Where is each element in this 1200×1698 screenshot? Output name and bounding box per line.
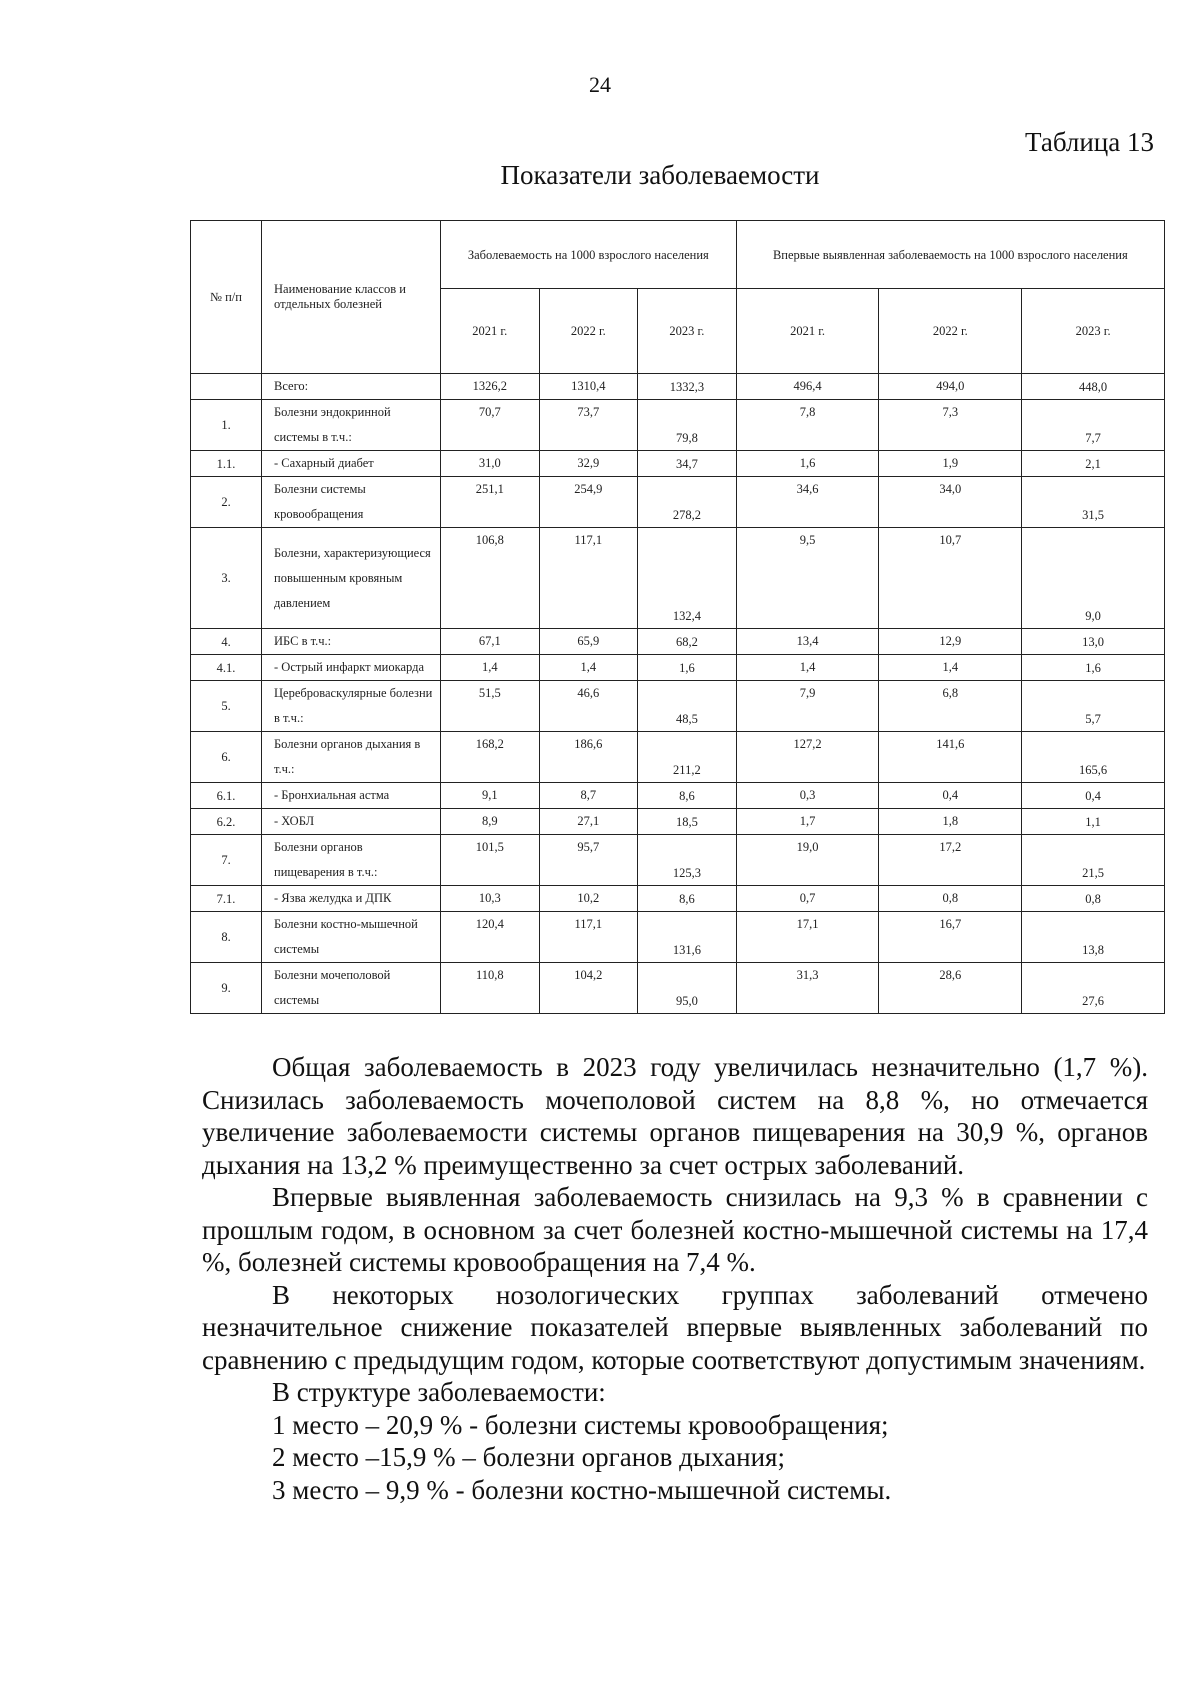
morbidity-table [190,220,1165,1014]
row-value: 65,9 [539,629,638,655]
table-row [191,477,1165,528]
row-value: 117,1 [539,912,638,963]
row-value: 127,2 [736,732,879,783]
row-number: 4. [191,629,262,655]
header-year: 2021 г. [441,289,540,374]
row-value: 1310,4 [539,374,638,400]
paragraph: В некоторых нозологических группах заболеваний отмечено незначительное снижение показателей впервые выявленных заболеваний по сравнению с предыдущим годом, которые соответствуют допустимым значениям. [202,1279,1148,1375]
table-row [191,835,1165,886]
header-year: 2021 г. [736,289,879,374]
row-value: 9,0 [1022,528,1165,629]
structure-item: 2 место –15,9 % – болезни органов дыхания; [272,1442,785,1472]
table-row [191,886,1165,912]
row-name: - Язва желудка и ДПК [262,886,441,912]
row-value: 0,8 [1022,886,1165,912]
row-value: 1,9 [879,451,1022,477]
row-value: 110,8 [441,963,540,1014]
structure-item: 3 место – 9,9 % - болезни костно-мышечной системы. [272,1474,892,1505]
row-value: 48,5 [638,681,737,732]
row-value: 0,8 [879,886,1022,912]
row-value: 17,2 [879,835,1022,886]
row-value: 7,7 [1022,400,1165,451]
row-value: 73,7 [539,400,638,451]
row-value: 95,0 [638,963,737,1014]
page-number: 24 [589,72,611,97]
table-row [191,528,1165,629]
row-value: 28,6 [879,963,1022,1014]
row-value: 17,1 [736,912,879,963]
header-name: Наименование классов и отдельных болезней [262,221,441,374]
table-row [191,374,1165,400]
row-value: 21,5 [1022,835,1165,886]
row-value: 125,3 [638,835,737,886]
row-value: 68,2 [638,629,737,655]
row-value: 1,8 [879,809,1022,835]
row-value: 46,6 [539,681,638,732]
row-value: 0,4 [879,783,1022,809]
row-number: 6. [191,732,262,783]
row-value: 1326,2 [441,374,540,400]
row-value: 34,7 [638,451,737,477]
row-value: 186,6 [539,732,638,783]
row-value: 95,7 [539,835,638,886]
row-value: 1,4 [879,655,1022,681]
row-value: 12,9 [879,629,1022,655]
row-value: 9,5 [736,528,879,629]
row-value: 168,2 [441,732,540,783]
row-value: 1,6 [638,655,737,681]
row-value: 0,4 [1022,783,1165,809]
row-value: 18,5 [638,809,737,835]
row-name: Болезни органов дыхания в т.ч.: [262,732,441,783]
row-value: 101,5 [441,835,540,886]
row-value: 13,4 [736,629,879,655]
row-name: - Острый инфаркт миокарда [262,655,441,681]
row-number [191,374,262,400]
row-name: - Бронхиальная астма [262,783,441,809]
row-number: 6.1. [191,783,262,809]
row-name: - ХОБЛ [262,809,441,835]
paragraph: Общая заболеваемость в 2023 году увеличилась незначительно (1,7 %). Снизилась заболеваемость мочеполовой систем на 8,8 %, но отмечается увеличение заболеваемости системы органов пищеварения на 30,9 %, органов дыхания на 13,2 % преимущественно за счет острых заболеваний. [202,1052,1148,1180]
table-row [191,963,1165,1014]
row-value: 0,3 [736,783,879,809]
row-value: 211,2 [638,732,737,783]
structure-item: 1 место – 20,9 % - болезни системы кровообращения; [272,1409,889,1440]
structure-intro: В структуре заболеваемости: [272,1377,606,1407]
table-title-text: Показатели заболеваемости [500,160,820,190]
row-value: 165,6 [1022,732,1165,783]
row-value: 16,7 [879,912,1022,963]
row-value: 8,9 [441,809,540,835]
row-value: 1,4 [736,655,879,681]
header-year: 2023 г. [638,289,737,374]
paragraph: Впервые выявленная заболеваемость снизилась на 9,3 % в сравнении с прошлым годом, в основном за счет болезней костно-мышечной системы на 17,4 %, болезней системы кровообращения на 7,4 %. [202,1182,1148,1277]
row-value: 141,6 [879,732,1022,783]
row-value: 31,5 [1022,477,1165,528]
row-value: 1,6 [1022,655,1165,681]
row-value: 1,4 [441,655,540,681]
row-value: 254,9 [539,477,638,528]
row-value: 13,0 [1022,629,1165,655]
table-row [191,783,1165,809]
row-value: 10,3 [441,886,540,912]
row-value: 1,4 [539,655,638,681]
row-value: 106,8 [441,528,540,629]
row-value: 7,8 [736,400,879,451]
body-text [202,1051,1148,1506]
row-number: 5. [191,681,262,732]
header-num: № п/п [191,221,262,374]
row-value: 117,1 [539,528,638,629]
row-value: 6,8 [879,681,1022,732]
row-value: 2,1 [1022,451,1165,477]
row-value: 494,0 [879,374,1022,400]
row-value: 5,7 [1022,681,1165,732]
row-value: 120,4 [441,912,540,963]
header-year: 2022 г. [539,289,638,374]
table-row [191,681,1165,732]
row-name: Болезни мочеполовой системы [262,963,441,1014]
row-value: 448,0 [1022,374,1165,400]
header-year: 2022 г. [879,289,1022,374]
row-value: 251,1 [441,477,540,528]
row-value: 131,6 [638,912,737,963]
table-body [191,374,1165,1014]
row-value: 1,6 [736,451,879,477]
row-name: Болезни, характеризующиеся повышенным кровяным давлением [262,528,441,629]
row-value: 1332,3 [638,374,737,400]
row-value: 8,7 [539,783,638,809]
row-value: 19,0 [736,835,879,886]
table-label: Таблица 13 [1025,127,1154,157]
row-number: 8. [191,912,262,963]
row-name: - Сахарный диабет [262,451,441,477]
row-name: Болезни системы кровообращения [262,477,441,528]
table-row [191,451,1165,477]
row-value: 32,9 [539,451,638,477]
table-title [0,160,1200,191]
row-value: 8,6 [638,783,737,809]
row-name: Всего: [262,374,441,400]
row-value: 1,1 [1022,809,1165,835]
row-value: 9,1 [441,783,540,809]
row-value: 31,0 [441,451,540,477]
row-name: Цереброваскулярные болезни в т.ч.: [262,681,441,732]
row-value: 496,4 [736,374,879,400]
row-number: 4.1. [191,655,262,681]
row-value: 132,4 [638,528,737,629]
row-name: ИБС в т.ч.: [262,629,441,655]
row-number: 7.1. [191,886,262,912]
row-value: 79,8 [638,400,737,451]
row-number: 1.1. [191,451,262,477]
row-value: 10,2 [539,886,638,912]
row-value: 27,1 [539,809,638,835]
row-name: Болезни органов пищеварения в т.ч.: [262,835,441,886]
row-value: 34,6 [736,477,879,528]
row-value: 278,2 [638,477,737,528]
row-value: 27,6 [1022,963,1165,1014]
row-number: 2. [191,477,262,528]
table-row [191,400,1165,451]
table-row [191,629,1165,655]
row-value: 104,2 [539,963,638,1014]
header-year: 2023 г. [1022,289,1165,374]
row-number: 7. [191,835,262,886]
row-value: 51,5 [441,681,540,732]
row-number: 6.2. [191,809,262,835]
row-value: 31,3 [736,963,879,1014]
row-value: 0,7 [736,886,879,912]
row-value: 8,6 [638,886,737,912]
table-row [191,912,1165,963]
row-value: 1,7 [736,809,879,835]
row-value: 70,7 [441,400,540,451]
table-row [191,655,1165,681]
row-value: 7,9 [736,681,879,732]
row-number: 1. [191,400,262,451]
row-name: Болезни эндокринной системы в т.ч.: [262,400,441,451]
row-value: 67,1 [441,629,540,655]
row-value: 10,7 [879,528,1022,629]
header-group-new-morbidity: Впервые выявленная заболеваемость на 1000 взрослого населения [736,221,1164,289]
row-value: 34,0 [879,477,1022,528]
header-group-morbidity: Заболеваемость на 1000 взрослого населения [441,221,737,289]
row-number: 3. [191,528,262,629]
row-value: 13,8 [1022,912,1165,963]
table-row [191,809,1165,835]
table-row [191,732,1165,783]
row-value: 7,3 [879,400,1022,451]
row-name: Болезни костно-мышечной системы [262,912,441,963]
row-number: 9. [191,963,262,1014]
